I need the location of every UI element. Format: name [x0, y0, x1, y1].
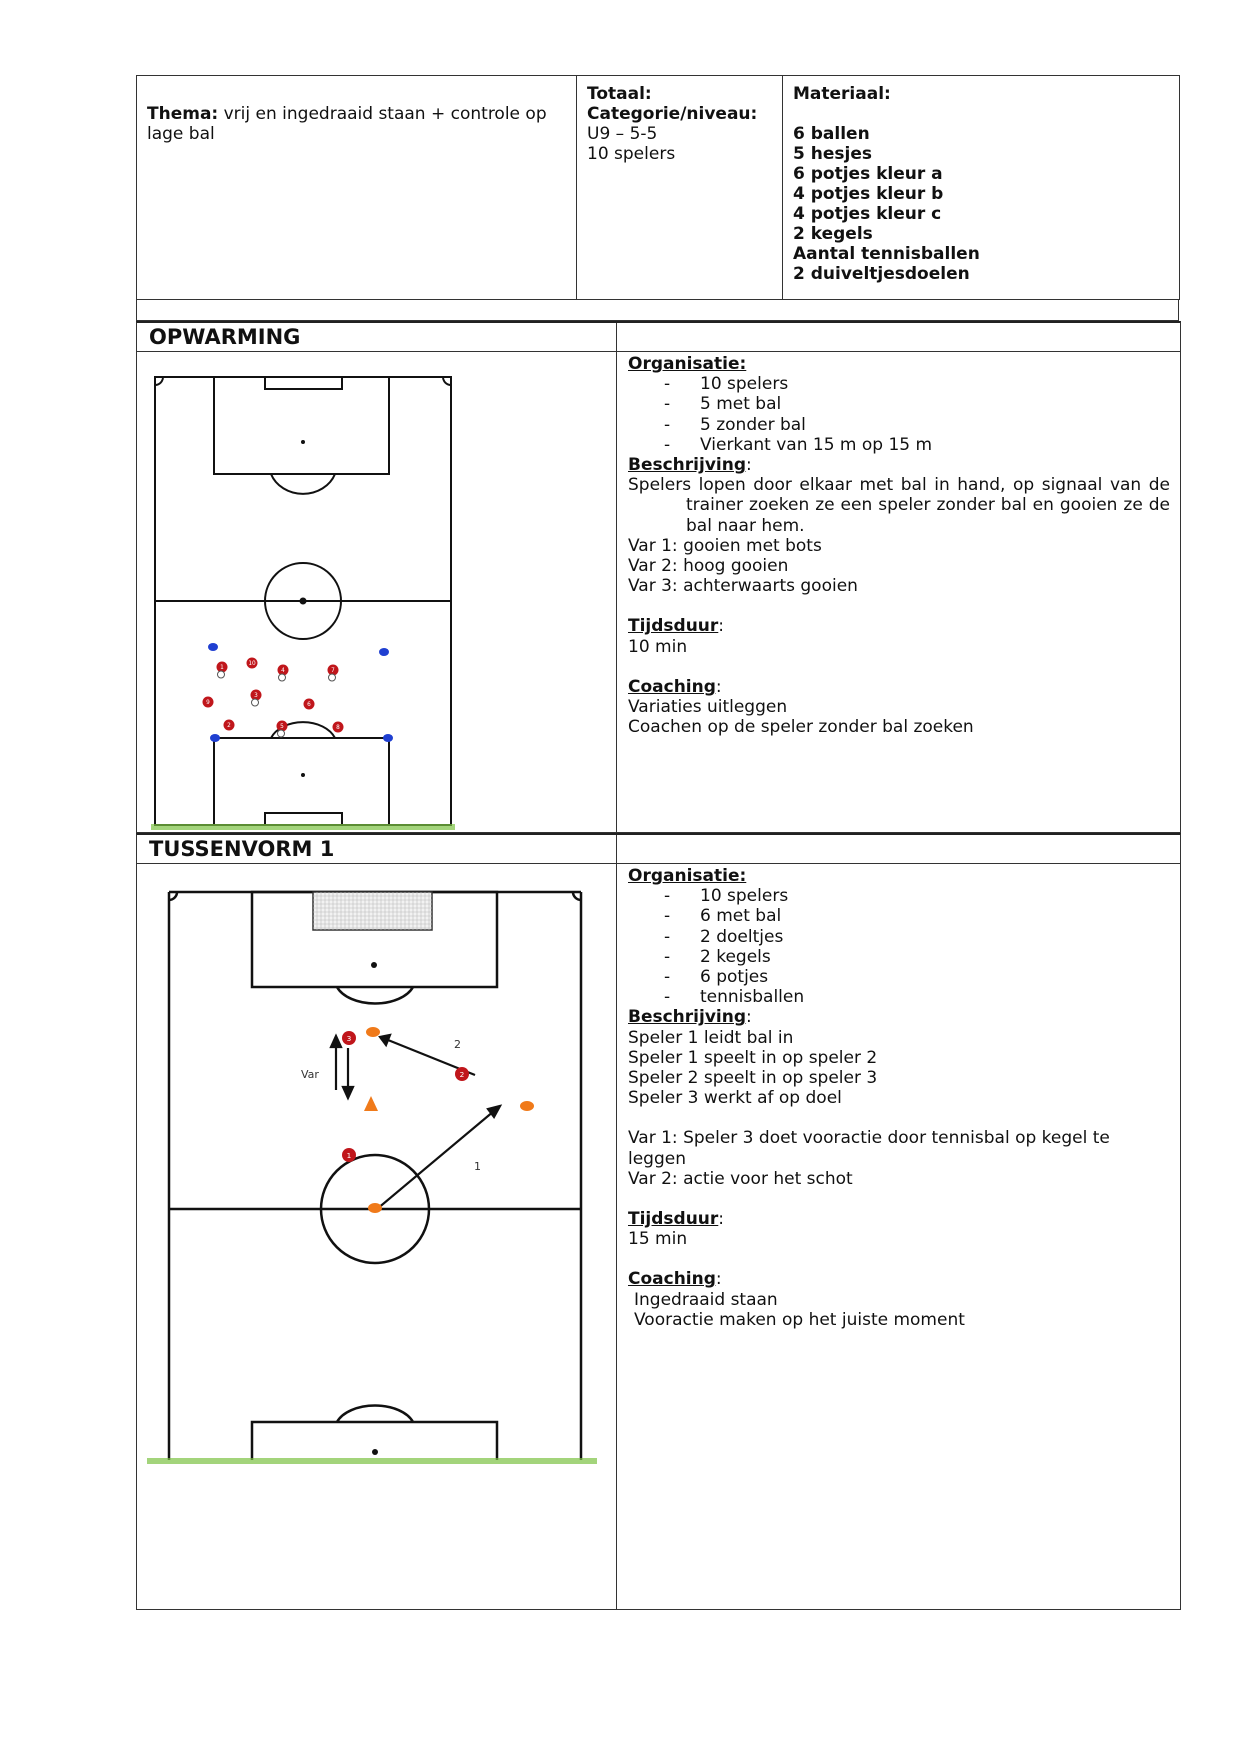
- list-item: - 5 zonder bal: [664, 415, 1170, 435]
- list-item: - 2 kegels: [664, 947, 1170, 967]
- variatie: Var 2: actie voor het schot: [628, 1168, 853, 1189]
- player-icon: [217, 662, 228, 679]
- beschrijving-line: Speler 2 speelt in op speler 3: [628, 1068, 878, 1089]
- player-number: 3: [254, 693, 258, 700]
- totaal-label: Totaal:: [587, 84, 652, 104]
- list-item: - 6 met bal: [664, 906, 1170, 926]
- variatie: Var 1: Speler 3 doet vooractie door tennisbal op kegel te leggen: [628, 1128, 1110, 1169]
- list-item: - 2 doeltjes: [664, 927, 1170, 947]
- player-icon: [224, 720, 235, 731]
- goal-net-icon: [313, 892, 432, 930]
- player-number: 8: [336, 725, 340, 732]
- tijdsduur-heading: Tijdsduur: [628, 616, 719, 637]
- beschrijving-heading: Beschrijving: [628, 455, 747, 476]
- thema-label: Thema:: [147, 104, 219, 124]
- coaching-item: Vooractie maken op het juiste moment: [634, 1309, 965, 1330]
- cone-orange-icon: [520, 1101, 534, 1111]
- player-number: 9: [206, 700, 210, 707]
- list-item: - 6 potjes: [664, 967, 1170, 987]
- list-item: - 5 met bal: [664, 394, 1170, 414]
- materiaal-item: 2 kegels: [793, 224, 873, 244]
- materiaal-item: Aantal tennisballen: [793, 244, 980, 264]
- opwarming-body: [136, 352, 1181, 833]
- materiaal-item: 5 hesjes: [793, 144, 872, 164]
- coaching-item: Coachen op de speler zonder bal zoeken: [628, 717, 974, 738]
- variatie: Var 1: gooien met bots: [628, 535, 822, 556]
- player-icon: [251, 690, 262, 707]
- materiaal-item: 6 ballen: [793, 124, 870, 144]
- player-number: 5: [280, 724, 284, 731]
- materiaal-item: 4 potjes kleur c: [793, 204, 942, 224]
- player-number: 6: [307, 702, 311, 709]
- player-icon: [277, 721, 288, 738]
- thema-text: vrij en ingedraaid staan + controle op lage bal: [147, 104, 547, 144]
- materiaal-label: Materiaal:: [793, 84, 891, 104]
- tussenvorm-title: TUSSENVORM 1: [137, 835, 617, 863]
- list-item: - 10 spelers: [664, 886, 1170, 906]
- materiaal-item: 4 potjes kleur b: [793, 184, 944, 204]
- player-icon: [455, 1067, 469, 1081]
- categorie-label: Categorie/niveau:: [587, 104, 758, 124]
- player-icon: [203, 697, 214, 708]
- cone-blue-icon: [379, 648, 389, 656]
- tussenvorm-field-diagram: [137, 864, 615, 1464]
- coaching-item: Variaties uitleggen: [628, 697, 788, 718]
- player-icon: [342, 1148, 356, 1162]
- beschrijving-line: bal naar hem.: [686, 515, 805, 536]
- pass1-label: 1: [474, 1160, 481, 1173]
- player-icon: [333, 722, 344, 733]
- variatie: Var 3: achterwaarts gooien: [628, 576, 858, 597]
- player-number: 1: [346, 1150, 352, 1160]
- tussenvorm-text: Organisatie: - 10 spelers - 6 met bal - 2 doeltjes - 2 kegels - 6 potjes - tennisballen Beschrijving: Speler 1 leidt bal in Speler 1 speelt in op speler 2 Speler 2 speelt in op speler 3 Speler 3 werkt af op doel Var 1: Speler 3 doet vooractie door tennisbal op kegel te leggen Var 2: actie voor het schot Tijdsduur: 15 min Coaching: Ingedraaid staan Vooractie maken op het juiste moment: [617, 864, 1180, 1609]
- beschrijving-line: Speler 1 speelt in op speler 2: [628, 1047, 878, 1068]
- spacer-row: [136, 300, 1179, 321]
- cone-blue-icon: [208, 643, 218, 651]
- cone-blue-icon: [210, 734, 220, 742]
- player-number: 7: [331, 668, 335, 675]
- list-item: - Vierkant van 15 m op 15 m: [664, 435, 1170, 455]
- player-number: 3: [346, 1033, 352, 1043]
- player-number: 1: [220, 665, 224, 672]
- kegel-icon: [364, 1096, 378, 1111]
- list-item: - tennisballen: [664, 987, 1170, 1007]
- opwarming-diagram-cell: [137, 352, 617, 832]
- tijdsduur-value: 15 min: [628, 1229, 688, 1250]
- blue-cones: [208, 643, 393, 742]
- thema-cell: [137, 76, 577, 300]
- player-number: 2: [459, 1069, 465, 1079]
- categorie-value: U9 – 5-5: [587, 124, 658, 144]
- tussenvorm-body: [136, 864, 1181, 1610]
- beschrijving-heading: Beschrijving: [628, 1007, 747, 1028]
- tussenvorm-diagram-cell: [137, 864, 617, 1609]
- tijdsduur-heading: Tijdsduur: [628, 1209, 719, 1230]
- opwarming-title: OPWARMING: [137, 323, 617, 351]
- beschrijving-line: Spelers lopen door elkaar met bal in hand, op signaal van de: [628, 475, 1170, 496]
- opwarming-text: Organisatie: - 10 spelers - 5 met bal - 5 zonder bal - Vierkant van 15 m op 15 m Beschrijving: Spelers lopen door elkaar met bal in hand, op signaal van de trainer zoeken ze een speler zonder bal en gooien ze de bal naar hem. Var 1: gooien met bots Var 2: hoog gooien Var 3: achterwaarts gooien Tijdsduur: 10 min Coaching: Variaties uitleggen Coachen op de speler zonder bal zoeken: [617, 352, 1180, 832]
- pass2-label: 2: [454, 1038, 461, 1051]
- tussenvorm-header: [136, 833, 1181, 864]
- spelers-value: 10 spelers: [587, 144, 676, 164]
- coaching-heading: Coaching: [628, 676, 716, 697]
- player-icon: [328, 665, 339, 682]
- materiaal-item: 6 potjes kleur a: [793, 164, 943, 184]
- player-number: 2: [227, 723, 231, 730]
- var-label: Var: [301, 1068, 319, 1081]
- organisatie-list: [628, 374, 1170, 455]
- materiaal-cell: [783, 76, 1180, 300]
- organisatie-heading: Organisatie:: [628, 866, 747, 886]
- materiaal-item: 2 duiveltjesdoelen: [793, 264, 970, 284]
- beschrijving-line: Speler 3 werkt af op doel: [628, 1088, 842, 1109]
- variatie: Var 2: hoog gooien: [628, 556, 789, 577]
- coaching-heading: Coaching: [628, 1269, 716, 1290]
- cone-blue-icon: [383, 734, 393, 742]
- cone-orange-icon: [366, 1027, 380, 1037]
- training-sheet: [136, 75, 1179, 1610]
- player-icon: [342, 1031, 356, 1045]
- totaal-cell: [577, 76, 783, 300]
- player-number: 10: [248, 661, 256, 668]
- player-icon: [304, 699, 315, 710]
- beschrijving-line: trainer zoeken ze een speler zonder bal en gooien ze de: [686, 495, 1170, 516]
- organisatie-list: [628, 886, 1170, 1007]
- player-icon: [247, 658, 258, 669]
- list-item: - 10 spelers: [664, 374, 1170, 394]
- tijdsduur-value: 10 min: [628, 636, 688, 657]
- player-icon: [278, 665, 289, 682]
- opwarming-field-diagram: [137, 352, 615, 832]
- opwarming-header: [136, 321, 1181, 352]
- player-number: 4: [281, 668, 285, 675]
- coaching-item: Ingedraaid staan: [634, 1289, 778, 1310]
- beschrijving-line: Speler 1 leidt bal in: [628, 1027, 794, 1048]
- header-table: [136, 75, 1180, 300]
- cone-orange-icon: [368, 1203, 382, 1213]
- organisatie-heading: Organisatie:: [628, 354, 747, 374]
